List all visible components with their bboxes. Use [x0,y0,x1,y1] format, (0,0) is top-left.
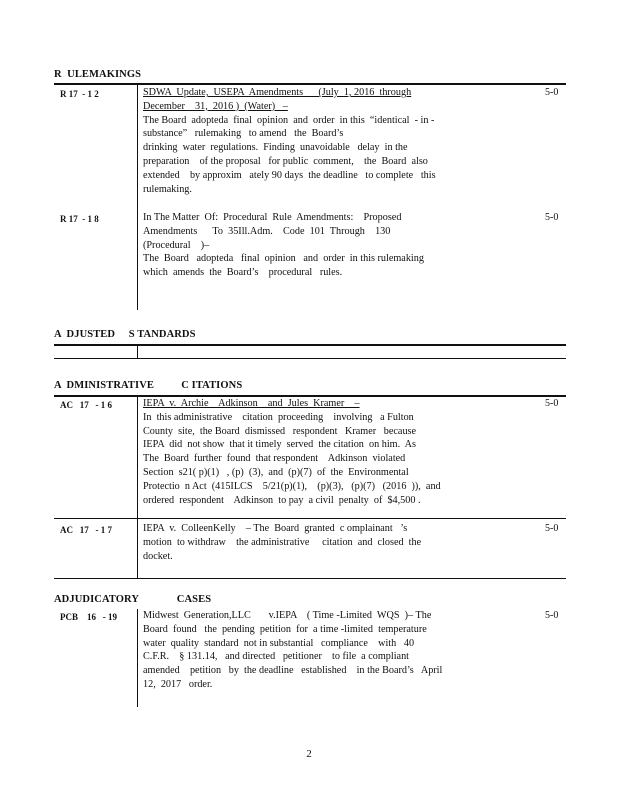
case-text-line: substance” rulemaking to amend the Board’s [143,128,344,140]
case-text-line: motion to withdraw the administrative citation and closed the [143,536,422,548]
case-title: SDWA Update, USEPA Amendments (July 1, 2016 through [143,87,412,98]
case-text-line: which amends the Board’s procedural rules. [143,267,343,279]
case-text-line: Protectio n Act (415ILCS 5/21(p)(1), (p)(3), (p)(7) (2016 )), and [143,480,441,492]
case-text-line: Board found the pending petition for a time -limited temperature [143,623,427,635]
docket-number: AC 17 - 1 7 [60,525,112,535]
case-text-line: Amendments To 35Ill.Adm. Code 101 Through 130 [143,225,391,237]
section-heading-adjudicatory-cases: ADJUDICATORY CASES [54,594,212,605]
case-entry [143,522,443,563]
vote-count: 5-0 [545,87,559,98]
docket-number: AC 17 - 1 6 [60,400,112,410]
entry-separator [54,518,566,519]
page-number: 2 [306,748,312,760]
case-text-line: water quality standard not in substantial compliance with 40 [143,637,415,649]
vote-count: 5-0 [545,398,559,409]
case-text-line: Section s21( p)(1) , (p) (3), and (p)(7) of the Environmental [143,466,409,478]
case-text-line: The Board further found that respondent Adkinson violated [143,453,406,465]
docket-number: PCB 16 - 19 [60,612,117,622]
vote-count: 5-0 [545,212,559,223]
section-rule [54,358,566,359]
case-text-line: (Procedural )– [143,239,210,251]
section-heading-adjusted-standards: A DJUSTED S TANDARDS [54,329,196,340]
case-text-line: preparation of the proposal for public comment, the Board also [143,155,428,167]
case-entry [143,609,443,692]
case-text-line: docket. [143,550,173,562]
case-text-line: In this administrative citation proceeding involving a Fulton [143,411,414,423]
section-rule [54,344,566,346]
case-text-line: ordered respondent Adkinson to pay a civil penalty of $4,500 . [143,494,421,506]
vote-count: 5-0 [545,523,559,534]
column-divider [137,85,138,310]
column-divider [137,609,138,707]
case-text-line: amended petition by the deadline established in the Board’s April [143,665,443,677]
case-text-line: IEPA v. ColleenKelly – The Board granted c omplainant ’s [143,523,408,534]
section-rule [54,83,566,85]
case-text-line: drinking water regulations. Finding unavoidable delay in the [143,142,408,154]
docket-number: R 17 - 1 2 [60,89,99,99]
docket-number: R 17 - 1 8 [60,214,99,224]
case-entry [143,397,443,507]
section-heading-administrative-citations: A DMINISTRATIVE C ITATIONS [54,380,243,391]
column-divider [137,346,138,358]
case-text-line: extended by approxim ately 90 days the deadline to complete this [143,169,436,181]
case-text-line: 12, 2017 order. [143,678,213,690]
case-entry [143,86,443,196]
section-heading-rulemakings: R ULEMAKINGS [54,69,142,80]
column-divider [137,397,138,579]
case-title: December 31, 2016 ) (Water) – [143,100,288,112]
case-text-line: County site, the Board dismissed respondent Kramer because [143,425,417,437]
case-entry [143,211,443,280]
case-text-line: The Board adopteda final opinion and order in this “identical - in - [143,114,435,126]
case-text-line: The Board adopteda final opinion and order in this rulemaking [143,253,424,265]
case-text-line: rulemaking. [143,183,192,195]
case-title: IEPA v. Archie Adkinson and Jules Kramer – [143,398,360,409]
section-rule [54,578,566,579]
case-text-line: C.F.R. § 131.14, and directed petitioner to file a compliant [143,651,409,663]
case-text-line: Midwest Generation,LLC v.IEPA ( Time -Limited WQS )– The [143,610,432,621]
case-text-line: IEPA did not show that it timely served the citation on him. As [143,439,416,451]
vote-count: 5-0 [545,610,559,621]
case-text-line: In The Matter Of: Procedural Rule Amendments: Proposed [143,212,402,223]
